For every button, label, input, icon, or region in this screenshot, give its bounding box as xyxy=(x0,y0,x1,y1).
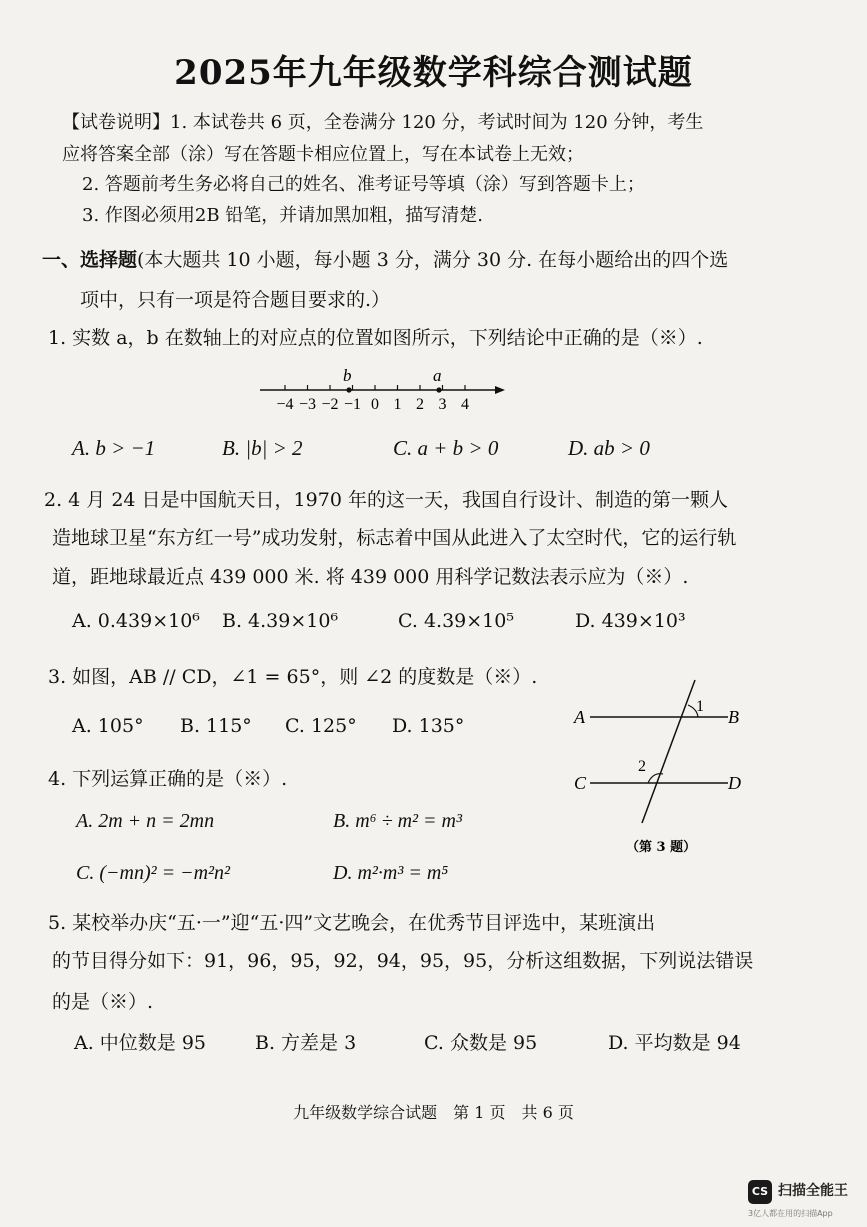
q3-option-c: C. 125° xyxy=(285,715,357,737)
q5-stem-3: 的是（※）. xyxy=(52,991,154,1013)
number-line-tick-label: 2 xyxy=(416,396,424,413)
number-line-tick-label: −1 xyxy=(343,396,362,413)
q2-stem-1: 2. 4 月 24 日是中国航天日，1970 年的这一天，我国自行设计、制造的第一颗人 xyxy=(44,489,728,511)
instructions-line-2: 应将答案全部（涂）写在答题卡相应位置上，写在本试卷上无效； xyxy=(62,144,584,165)
point-a xyxy=(436,387,441,392)
label-D: D xyxy=(728,773,741,793)
q2-option-b: B. 4.39×10⁶ xyxy=(222,610,339,632)
label-A: A xyxy=(574,707,585,727)
point-b xyxy=(346,387,351,392)
q1-option-c: C. a + b > 0 xyxy=(393,436,499,460)
q5-option-d: D. 平均数是 94 xyxy=(608,1032,741,1054)
q4-stem: 4. 下列运算正确的是（※）. xyxy=(48,768,288,790)
q2-option-a: A. 0.439×10⁶ xyxy=(72,610,200,632)
page-title: 2025年九年级数学科综合测试题 xyxy=(174,53,693,93)
label-angle-2: 2 xyxy=(638,758,646,775)
number-line-tick-label: −2 xyxy=(321,396,339,413)
q5-option-a: A. 中位数是 95 xyxy=(74,1032,207,1054)
number-line-tick-label: −4 xyxy=(276,396,294,413)
q2-option-c: C. 4.39×10⁵ xyxy=(398,610,514,632)
q2-stem-3: 道，距地球最近点 439 000 米. 将 439 000 用科学记数法表示应为（※）. xyxy=(52,566,689,588)
label-a: a xyxy=(433,366,442,385)
transversal-line xyxy=(642,680,695,823)
instructions-line-3: 2. 答题前考生务必将自己的姓名、准考证号等填（涂）写到答题卡上； xyxy=(82,174,645,195)
figure-caption: （第 3 题） xyxy=(626,840,697,855)
q1-option-b: B. |b| > 2 xyxy=(222,436,303,460)
q3-option-a: A. 105° xyxy=(72,715,144,737)
label-angle-1: 1 xyxy=(696,698,704,715)
q3-stem: 3. 如图，AB // CD，∠1 = 65°，则 ∠2 的度数是（※）. xyxy=(48,666,538,688)
label-C: C xyxy=(574,773,587,793)
q4-option-a: A. 2m + n = 2mn xyxy=(76,810,215,832)
q2-option-d: D. 439×10³ xyxy=(575,610,686,632)
number-line-tick-label: −3 xyxy=(298,396,317,413)
number-line-tick-label: 3 xyxy=(438,396,447,413)
q1-number-line xyxy=(255,363,515,413)
label-B: B xyxy=(728,707,739,727)
scanner-logo: CS xyxy=(748,1180,772,1204)
instructions-line-1: 【试卷说明】1. 本试卷共 6 页，全卷满分 120 分，考试时间为 120 分钟，考生 xyxy=(62,112,704,133)
q4-option-c: C. (−mn)² = −m²n² xyxy=(76,862,231,884)
number-line-tick-label: 0 xyxy=(371,396,379,413)
q4-option-b: B. m⁶ ÷ m² = m³ xyxy=(333,810,462,832)
q5-stem-2: 的节目得分如下：91，96，95，92，94，95，95，分析这组数据，下列说法错误 xyxy=(52,950,754,972)
instructions-line-4: 3. 作图必须用2B 铅笔，并请加黑加粗，描写清楚. xyxy=(82,205,484,226)
q3-figure xyxy=(570,675,760,865)
section-title: 一、选择题 xyxy=(42,249,138,271)
number-line-tick-label: 1 xyxy=(393,396,402,413)
q5-option-c: C. 众数是 95 xyxy=(424,1032,538,1054)
q1-option-d: D. ab > 0 xyxy=(568,436,650,460)
section-desc-1: (本大题共 10 小题，每小题 3 分，满分 30 分. 在每小题给出的四个选 xyxy=(137,249,729,271)
number-line-tick-label: 4 xyxy=(461,396,469,413)
q1-option-a: A. b > −1 xyxy=(72,436,156,460)
q5-option-b: B. 方差是 3 xyxy=(255,1032,357,1054)
q3-option-d: D. 135° xyxy=(392,715,465,737)
section-desc-2: 项中，只有一项是符合题目要求的.） xyxy=(80,289,391,311)
q4-option-d: D. m²·m³ = m⁵ xyxy=(333,862,449,884)
label-b: b xyxy=(343,366,352,385)
q1-stem: 1. 实数 a，b 在数轴上的对应点的位置如图所示，下列结论中正确的是（※）. xyxy=(48,327,703,349)
q3-option-b: B. 115° xyxy=(180,715,252,737)
q5-stem-1: 5. 某校举办庆“五·一”迎“五·四”文艺晚会，在优秀节目评选中，某班演出 xyxy=(48,912,656,934)
section-heading xyxy=(42,245,728,272)
q2-stem-2: 造地球卫星“东方红一号”成功发射，标志着中国从此进入了太空时代，它的运行轨 xyxy=(52,527,737,549)
scanner-name: 扫描全能王 xyxy=(778,1183,848,1199)
page-footer: 九年级数学综合试题 第 1 页 共 6 页 xyxy=(293,1103,574,1122)
scanner-tagline: 3亿人都在用的扫描App xyxy=(748,1209,833,1218)
